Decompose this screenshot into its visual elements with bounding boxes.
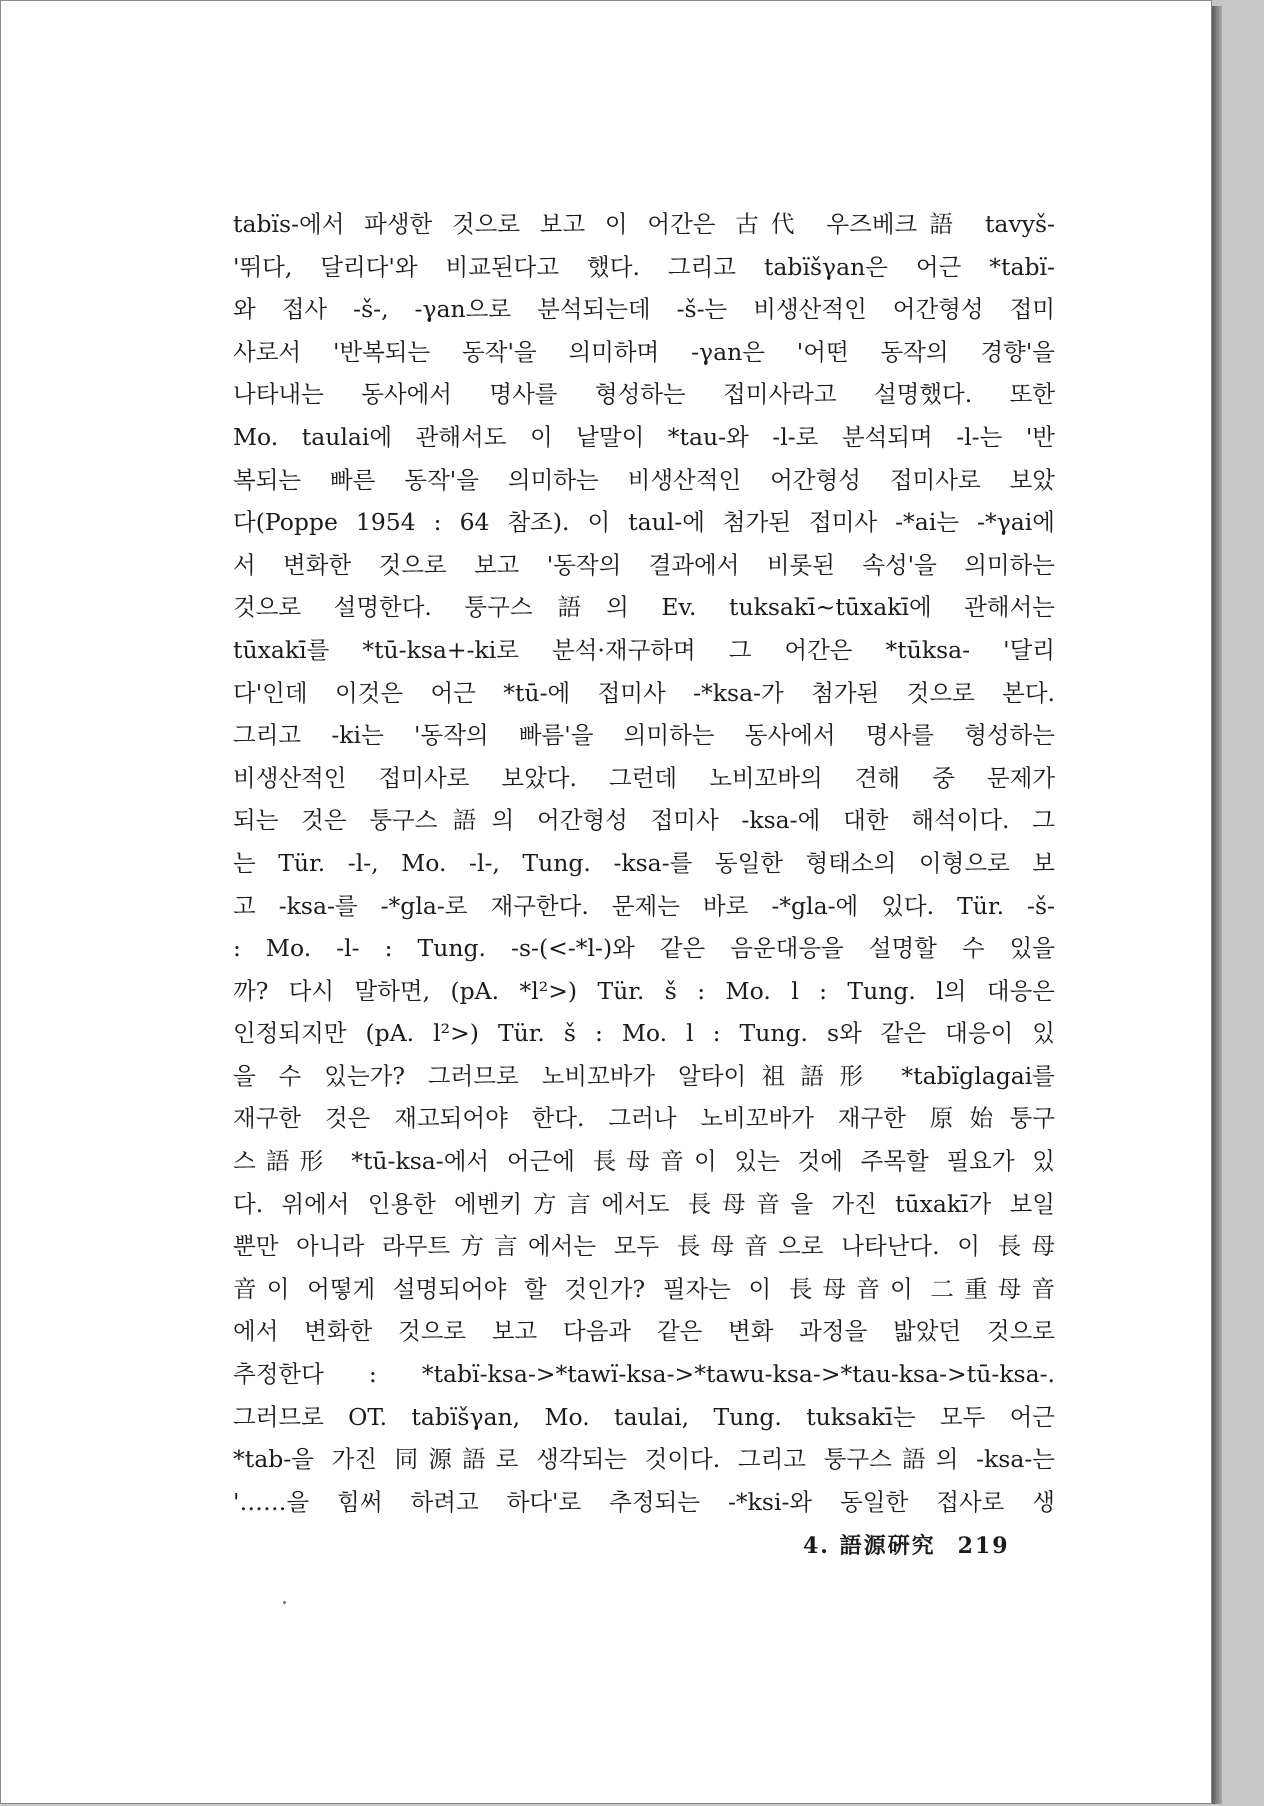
text-line: 나타내는 동사에서 명사를 형성하는 접미사라고 설명했다. 또한	[233, 380, 1055, 409]
text-line: 까? 다시 말하면, (pA. *l²>) Tür. š : Mo. l : Tung. l의 대응은	[233, 976, 1055, 1005]
text-line: 스語形 *tū-ksa-에서 어근에 長母音이 있는 것에 주목할 필요가 있	[233, 1147, 1055, 1176]
text-line: 는 Tür. -l-, Mo. -l-, Tung. -ksa-를 동일한 형태소의 이형으로 보	[233, 848, 1055, 877]
text-line: 재구한 것은 재고되어야 한다. 그러나 노비꼬바가 재구한 原始퉁구	[233, 1104, 1055, 1133]
text-line: 되는 것은 퉁구스語의 어간형성 접미사 -ksa-에 대한 해석이다. 그	[233, 806, 1055, 835]
text-line: 音이 어떻게 설명되어야 할 것인가? 필자는 이 長母音이 二重母音	[233, 1274, 1055, 1303]
text-line: 서 변화한 것으로 보고 '동작의 결과에서 비롯된 속성'을 의미하는	[233, 550, 1055, 579]
text-line: 비생산적인 접미사로 보았다. 그런데 노비꼬바의 견해 중 문제가	[233, 763, 1055, 792]
text-line: 고 -ksa-를 -*gla-로 재구한다. 문제는 바로 -*gla-에 있다. Tür. -š-	[233, 891, 1055, 920]
text-line: *tab-을 가진 同源語로 생각되는 것이다. 그리고 퉁구스語의 -ksa-는	[233, 1445, 1055, 1474]
text-line: tabïs-에서 파생한 것으로 보고 이 어간은 古代 우즈베크語 tavyš-	[233, 210, 1055, 238]
text-line: 와 접사 -š-, -γan으로 분석되는데 -š-는 비생산적인 어간형성 접미	[233, 295, 1055, 324]
text-line: 다. 위에서 인용한 에벤키方言에서도 長母音을 가진 tūxakī가 보일	[233, 1189, 1055, 1218]
scan-speck	[283, 1601, 286, 1604]
page-footer	[803, 1529, 1010, 1560]
text-line: 을 수 있는가? 그러므로 노비꼬바가 알타이祖語形 *tabïglagai를	[233, 1061, 1055, 1090]
text-line: '뛰다, 달리다'와 비교된다고 했다. 그리고 tabïšγan은 어근 *tabï-	[233, 252, 1055, 281]
text-line: 뿐만 아니라 라무트方言에서는 모두 長母音으로 나타난다. 이 長母	[233, 1232, 1055, 1261]
text-line: 복되는 빠른 동작'을 의미하는 비생산적인 어간형성 접미사로 보았	[233, 465, 1055, 494]
text-line: 다'인데 이것은 어근 *tū-에 접미사 -*ksa-가 첨가된 것으로 본다.	[233, 678, 1055, 707]
text-line: 그리고 -ki는 '동작의 빠름'을 의미하는 동사에서 명사를 형성하는	[233, 721, 1055, 750]
page-edge-shadow	[1212, 6, 1222, 1804]
text-line: 것으로 설명한다. 퉁구스語의 Ev. tuksakī~tūxakī에 관해서는	[233, 593, 1055, 622]
body-text	[233, 203, 1055, 1523]
text-line: tūxakī를 *tū-ksa+-ki로 분석·재구하며 그 어간은 *tūksa- '달리	[233, 635, 1055, 664]
chapter-title: 4. 語源硏究	[803, 1533, 936, 1559]
text-line: Mo. taulai에 관해서도 이 낱말이 *tau-와 -l-로 분석되며 -l-는 '반	[233, 422, 1055, 451]
text-line: 추정한다 : *tabï-ksa->*tawï-ksa->*tawu-ksa->*tau-ksa->tū-ksa-.	[233, 1360, 1055, 1389]
text-line: 사로서 '반복되는 동작'을 의미하며 -γan은 '어떤 동작의 경향'을	[233, 337, 1055, 366]
text-line: : Mo. -l- : Tung. -s-(<-*l-)와 같은 음운대응을 설명할 수 있을	[233, 934, 1055, 963]
text-line: '……을 힘써 하려고 하다'로 추정되는 -*ksi-와 동일한 접사로 생	[233, 1487, 1055, 1516]
text-line: 인정되지만 (pA. l²>) Tür. š : Mo. l : Tung. s와 같은 대응이 있	[233, 1019, 1055, 1048]
text-line: 그러므로 OT. tabïšγan, Mo. taulai, Tung. tuksakī는 모두 어근	[233, 1402, 1055, 1431]
text-line: 다(Poppe 1954 : 64 참조). 이 taul-에 첨가된 접미사 -*ai는 -*γai에	[233, 508, 1055, 537]
text-line: 에서 변화한 것으로 보고 다음과 같은 변화 과정을 밟았던 것으로	[233, 1317, 1055, 1346]
page-number: 219	[957, 1533, 1010, 1559]
